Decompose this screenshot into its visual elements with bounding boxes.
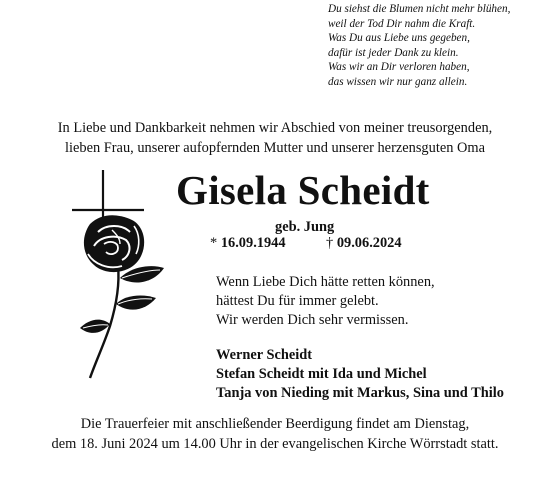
death-date: 09.06.2024 <box>336 235 402 251</box>
intro-text <box>0 118 550 158</box>
death-date-group <box>326 234 402 252</box>
poem-line: Was wir an Dir verloren haben, <box>328 61 470 74</box>
mourners-list <box>216 346 546 403</box>
memorial-quote <box>216 273 536 330</box>
maiden-name: geb. Jung <box>275 219 335 235</box>
mourner-line: Tanja von Nieding mit Markus, Sina und Thilo <box>216 385 504 401</box>
quote-line: Wir werden Dich sehr vermissen. <box>216 312 409 328</box>
funeral-line: dem 18. Juni 2024 um 14.00 Uhr in der evangelischen Kirche Wörrstadt statt. <box>51 436 499 452</box>
intro-line: lieben Frau, unserer aufopfernden Mutter und unserer herzensguten Oma <box>65 140 485 156</box>
mourner-line: Stefan Scheidt mit Ida und Michel <box>216 366 427 382</box>
birth-symbol: * <box>210 235 218 251</box>
poem-line: dafür ist jeder Dank zu klein. <box>328 46 459 59</box>
cross-and-rose-illustration <box>60 166 190 381</box>
intro-line: In Liebe und Dankbarkeit nehmen wir Abschied von meiner treusorgenden, <box>57 120 493 136</box>
poem-line: das wissen wir nur ganz allein. <box>328 75 468 88</box>
deceased-name: Gisela Scheidt <box>176 167 430 213</box>
funeral-line: Die Trauerfeier mit anschließender Beerdigung findet am Dienstag, <box>80 416 470 432</box>
poem-verse <box>328 2 548 90</box>
quote-line: Wenn Liebe Dich hätte retten können, <box>216 274 435 290</box>
birth-date-group <box>210 234 286 252</box>
quote-line: hättest Du für immer gelebt. <box>216 293 379 309</box>
poem-line: Was Du aus Liebe uns gegeben, <box>328 32 470 45</box>
birth-date: 16.09.1944 <box>220 235 286 251</box>
rose-icon <box>80 215 164 378</box>
mourner-line: Werner Scheidt <box>216 347 313 363</box>
funeral-details <box>0 414 550 454</box>
poem-line: Du siehst die Blumen nicht mehr blühen, <box>328 3 511 15</box>
death-symbol: † <box>326 235 334 251</box>
poem-line: weil der Tod Dir nahm die Kraft. <box>328 17 476 30</box>
